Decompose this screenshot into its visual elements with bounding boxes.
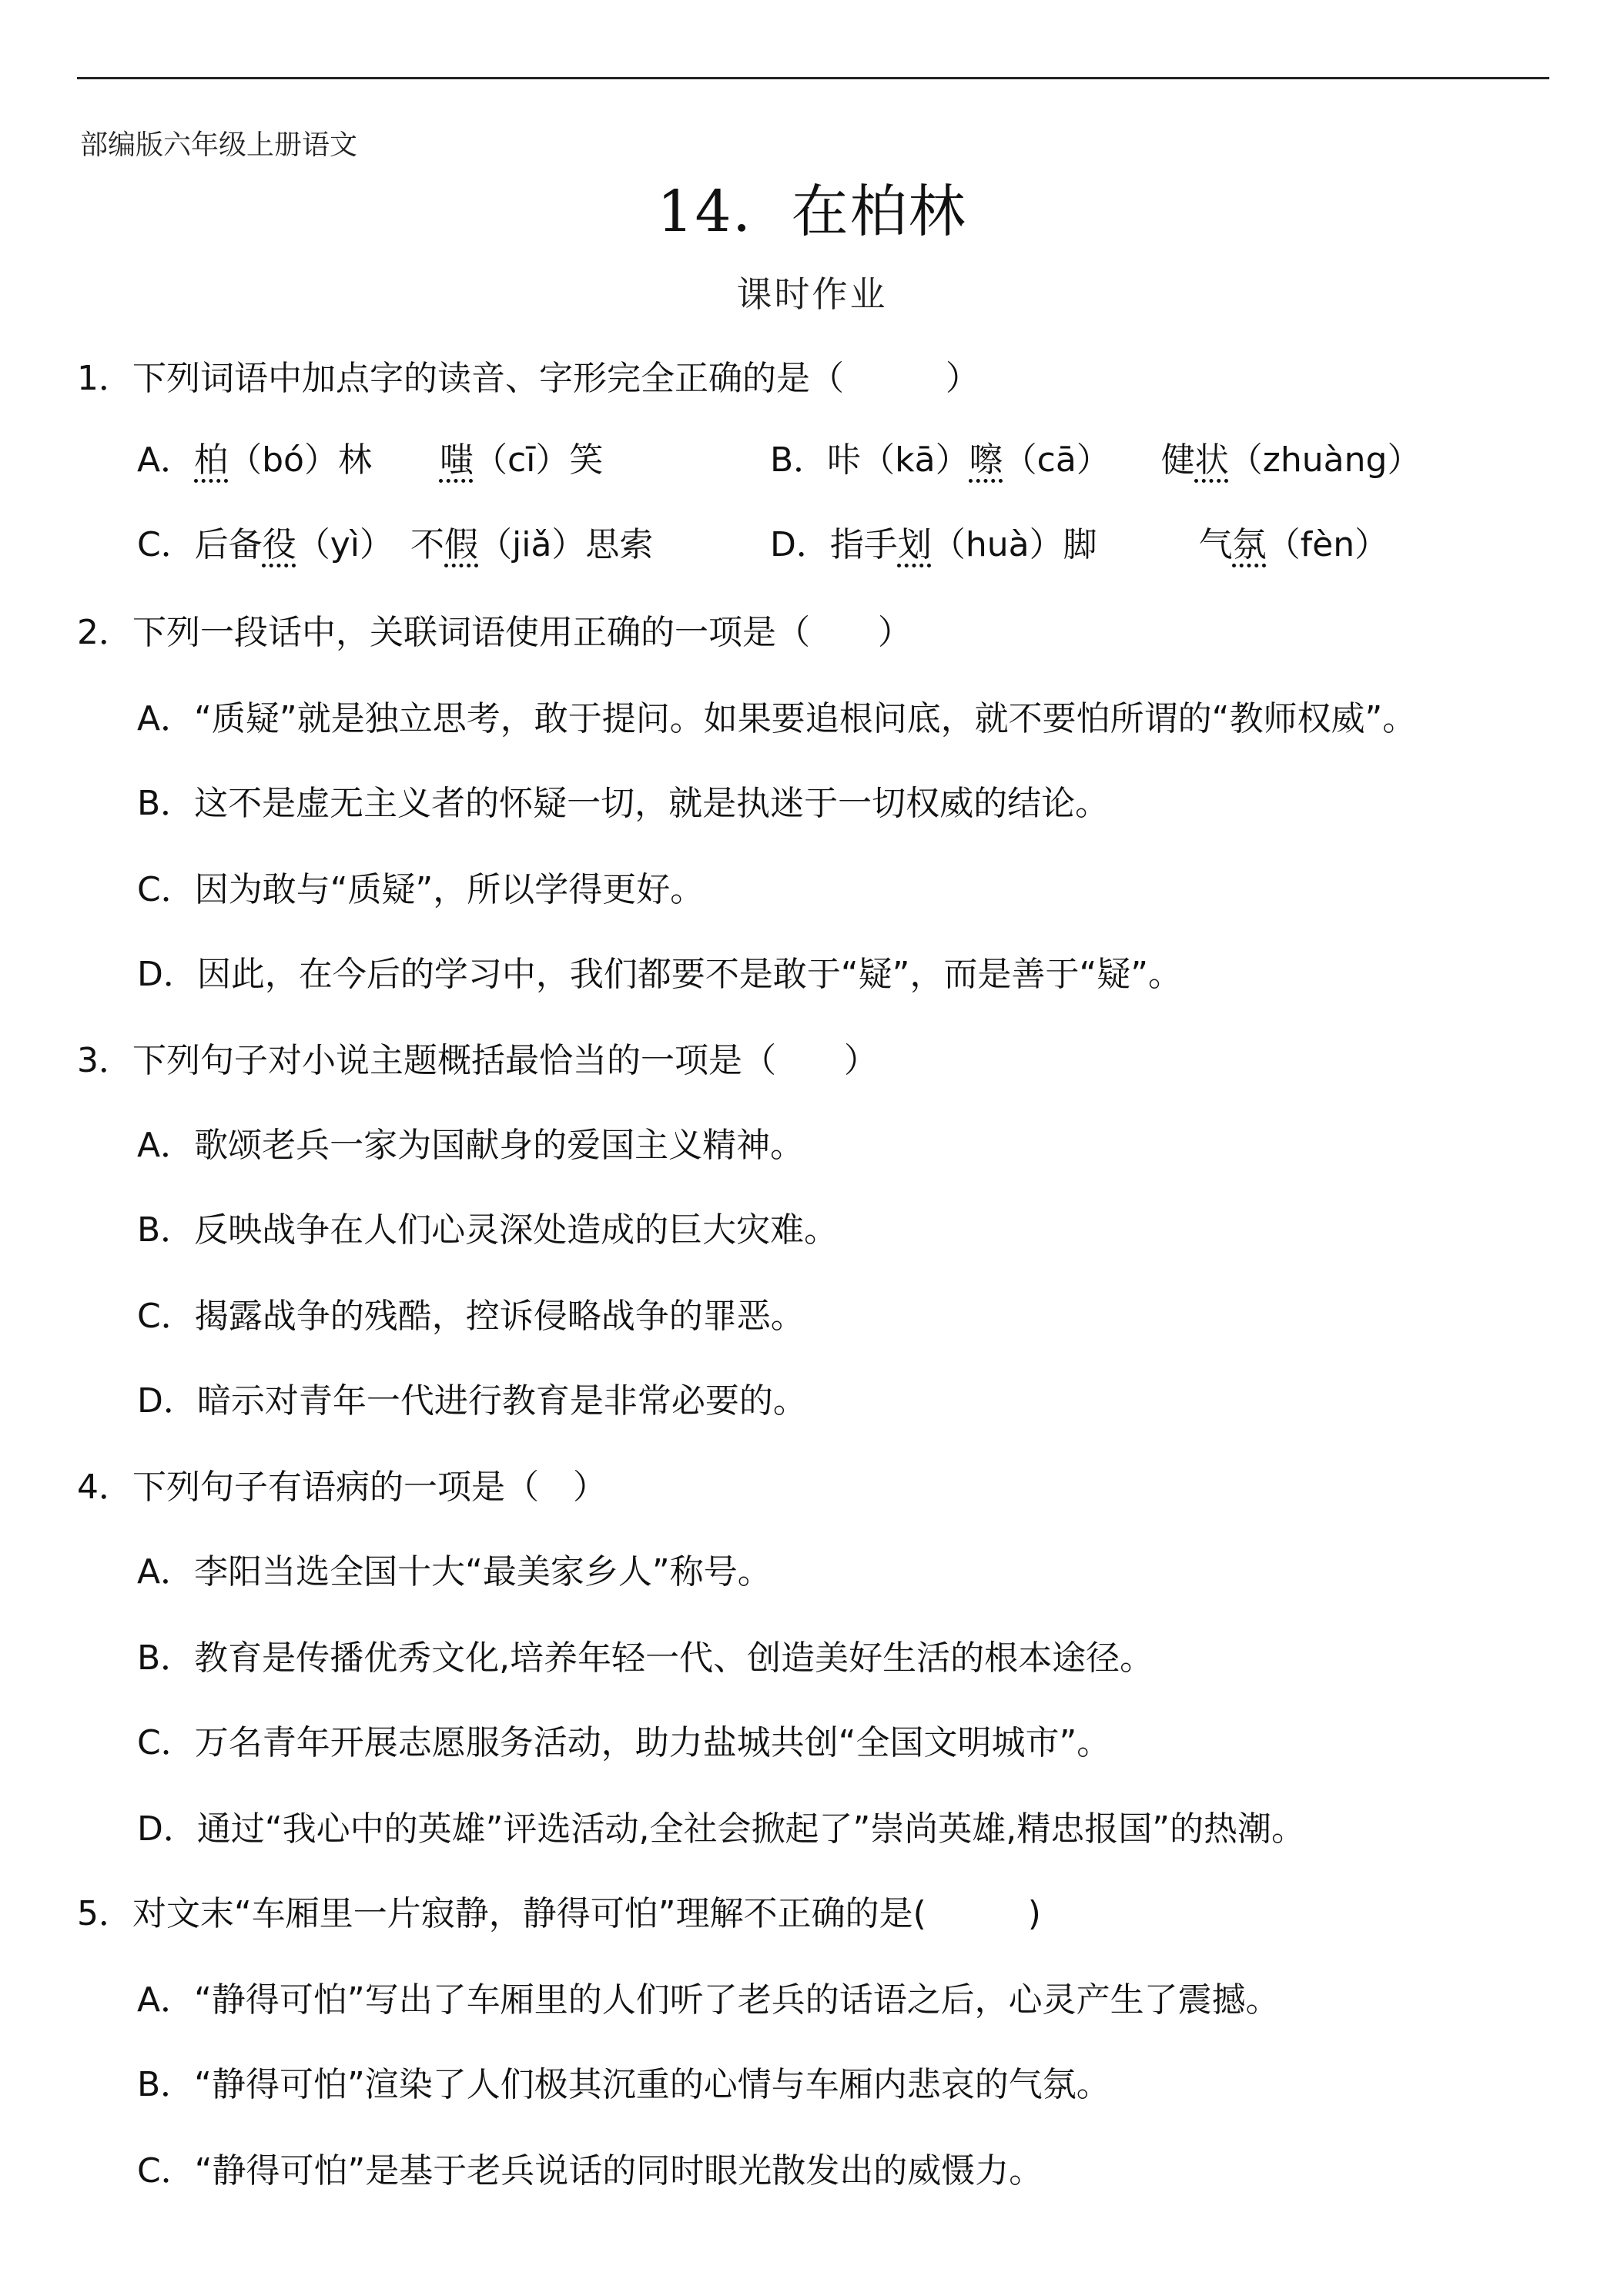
- q1-a-dotted-char-1: 柏: [194, 440, 229, 480]
- q5-option-a: A．“静得可怕”写出了车厢里的人们听了老兵的话语之后，心灵产生了震撼。: [137, 1980, 1280, 2020]
- q1-d-dotted-char-2: 氛: [1232, 525, 1267, 564]
- q2-option-d: D．因此，在今后的学习中，我们都要不是敢于“疑”，而是善于“疑”。: [137, 955, 1183, 994]
- q4-option-b: B．教育是传播优秀文化,培养年轻一代、创造美好生活的根本途径。: [137, 1638, 1154, 1678]
- q2-option-a: A．“质疑”就是独立思考，敢于提问。如果要追根问底，就不要怕所谓的“教师权威”。: [137, 699, 1417, 738]
- q1-option-a: A．柏（bó）林 嗤（cī）笑: [137, 440, 604, 480]
- question-3-stem: 3．下列句子对小说主题概括最恰当的一项是（ ）: [77, 1041, 878, 1080]
- q2-option-c: C．因为敢与“质疑”，所以学得更好。: [137, 870, 705, 909]
- page-subtitle: 课时作业: [736, 273, 888, 315]
- q5-option-b: B．“静得可怕”渲染了人们极其沉重的心情与车厢内悲哀的气氛。: [137, 2065, 1110, 2104]
- q1-option-b: B．咔（kā）嚓（cā） 健状（zhuàng）: [770, 440, 1421, 480]
- q3-option-a: A．歌颂老兵一家为国献身的爱国主义精神。: [137, 1126, 805, 1165]
- q3-option-d: D．暗示对青年一代进行教育是非常必要的。: [137, 1381, 807, 1421]
- q3-option-c: C．揭露战争的残酷，控诉侵略战争的罪恶。: [137, 1297, 805, 1336]
- q4-option-d: D．通过“我心中的英雄”评选活动,全社会掀起了”崇尚英雄,精忠报国”的热潮。: [137, 1809, 1306, 1849]
- q1-d-dotted-char-1: 划: [897, 525, 932, 564]
- q1-c-dotted-char-2: 假: [444, 525, 478, 564]
- page-title: 14．在柏林: [657, 179, 967, 245]
- q1-a-dotted-char-2: 嗤: [439, 440, 474, 480]
- q1-b-dotted-char-2: 状: [1194, 440, 1229, 480]
- q4-option-c: C．万名青年开展志愿服务活动，助力盐城共创“全国文明城市”。: [137, 1723, 1111, 1762]
- q1-option-d: D．指手划（huà）脚 气氛（fèn）: [770, 525, 1389, 564]
- header-rule: [77, 77, 1549, 79]
- q4-option-a: A．李阳当选全国十大“最美家乡人”称号。: [137, 1552, 772, 1591]
- question-1-stem: 1．下列词语中加点字的读音、字形完全正确的是（ ）: [77, 359, 979, 398]
- q1-option-c: C．后备役（yì） 不假（jiǎ）思索: [137, 525, 654, 564]
- question-2-stem: 2．下列一段话中，关联词语使用正确的一项是（ ）: [77, 613, 912, 652]
- q1-c-dotted-char-1: 役: [262, 525, 296, 564]
- q5-option-c: C．“静得可怕”是基于老兵说话的同时眼光散发出的威慑力。: [137, 2151, 1043, 2191]
- q2-option-b: B．这不是虚无主义者的怀疑一切，就是执迷于一切权威的结论。: [137, 784, 1110, 823]
- q3-option-b: B．反映战争在人们心灵深处造成的巨大灾难。: [137, 1210, 839, 1250]
- question-5-stem: 5．对文末“车厢里一片寂静，静得可怕”理解不正确的是( ): [77, 1894, 1041, 1933]
- header-label: 部编版六年级上册语文: [80, 129, 358, 161]
- question-4-stem: 4．下列句子有语病的一项是（ ）: [77, 1468, 607, 1507]
- q1-b-dotted-char-1: 嚓: [969, 440, 1003, 480]
